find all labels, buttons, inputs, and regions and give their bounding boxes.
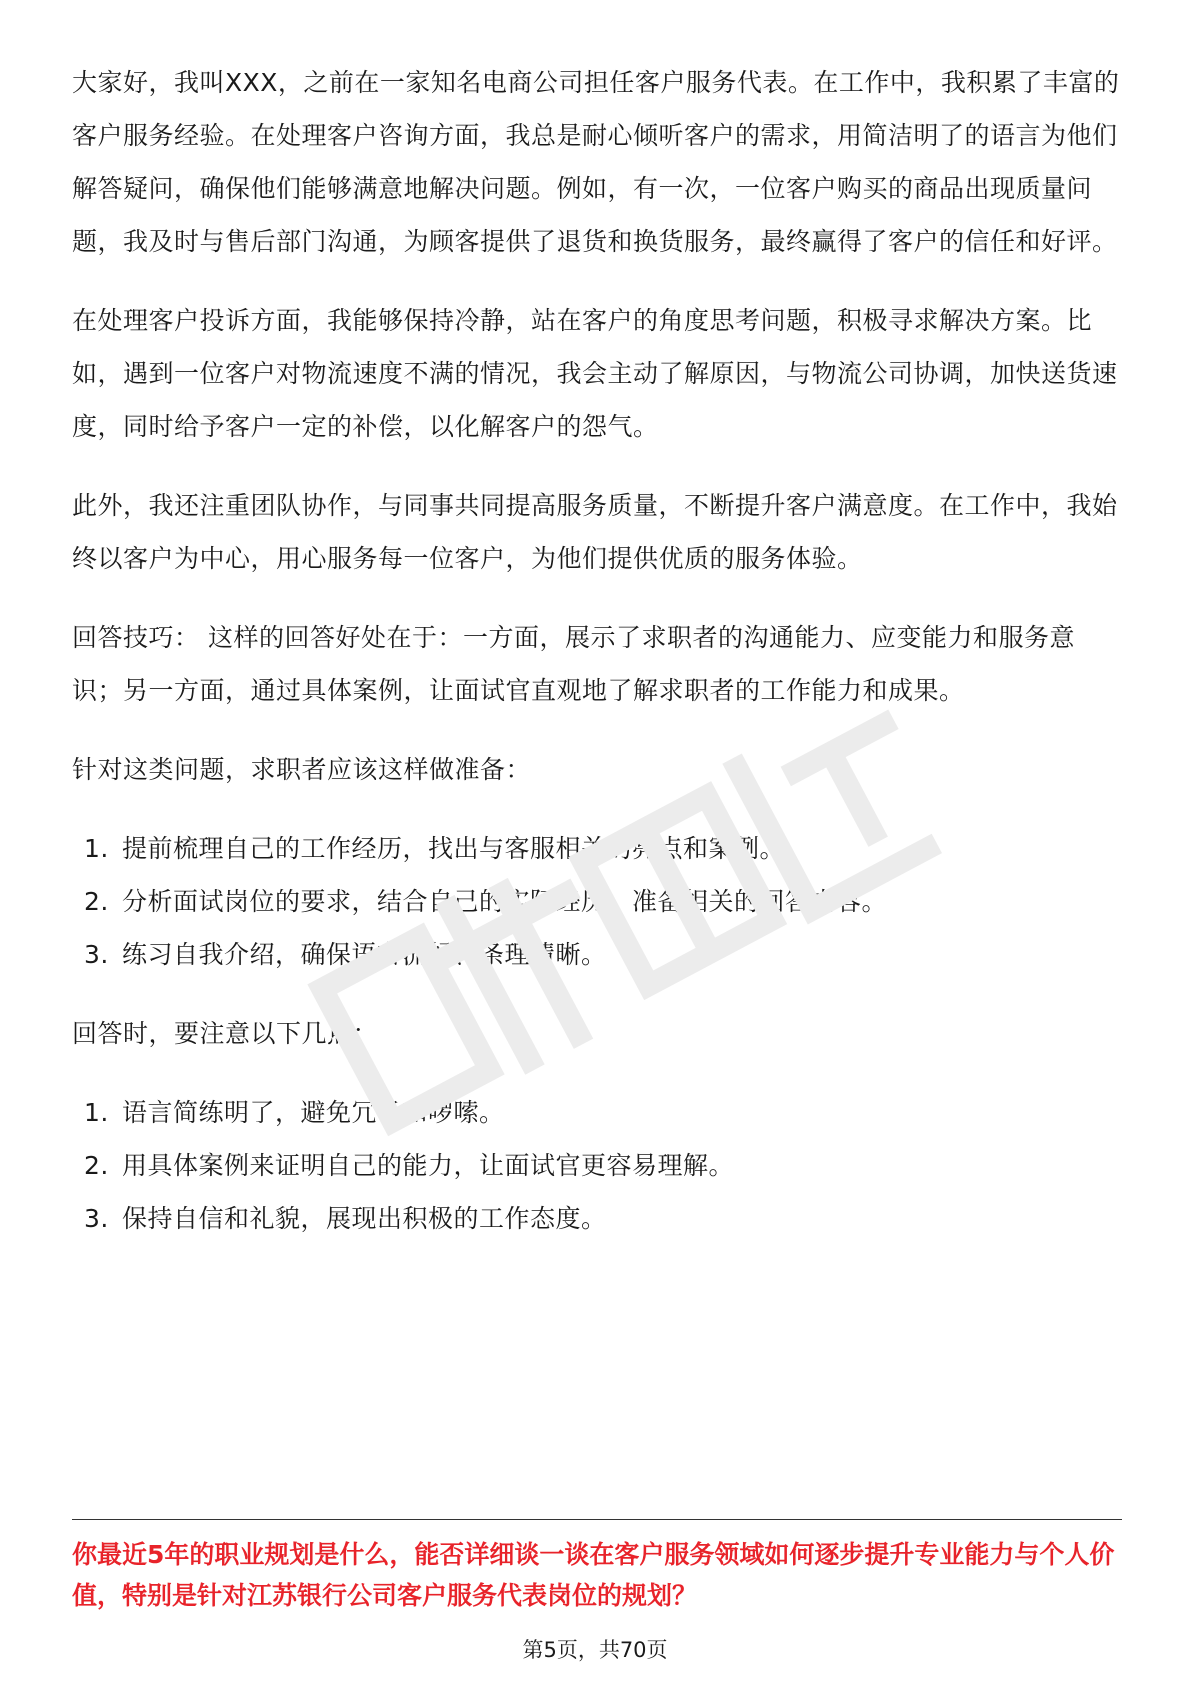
list-item: 3. 练习自我介绍，确保语言流畅、条理清晰。 <box>84 940 607 969</box>
paragraph-tips: 回答技巧： 这样的回答好处在于：一方面，展示了求职者的沟通能力、应变能力和服务意识；另一方面，通过具体案例，让面试官直观地了解求职者的工作能力和成果。 <box>72 623 1075 705</box>
prep-list <box>72 822 1122 981</box>
list-item: 2. 分析面试岗位的要求，结合自己的实际经历，准备相关的回答内容。 <box>84 887 888 916</box>
document-body <box>72 56 1122 1245</box>
list-item: 3. 保持自信和礼貌，展现出积极的工作态度。 <box>84 1204 607 1233</box>
paragraph-prep-intro: 针对这类问题，求职者应该这样做准备： <box>72 755 532 784</box>
section-divider <box>72 1519 1122 1520</box>
next-question-heading: 你最近5年的职业规划是什么，能否详细谈一谈在客户服务领域如何逐步提升专业能力与个人价值，特别是针对江苏银行公司客户服务代表岗位的规划？ <box>72 1540 1115 1610</box>
paragraph-teamwork: 此外，我还注重团队协作，与同事共同提高服务质量，不断提升客户满意度。在工作中，我始终以客户为中心，用心服务每一位客户，为他们提供优质的服务体验。 <box>72 491 1118 573</box>
list-item: 1. 提前梳理自己的工作经历，找出与客服相关的亮点和案例。 <box>84 834 786 863</box>
list-item: 2. 用具体案例来证明自己的能力，让面试官更容易理解。 <box>84 1151 735 1180</box>
paragraph-attention-intro: 回答时，要注意以下几点： <box>72 1019 379 1048</box>
page-number: 第5页，共70页 <box>522 1638 668 1662</box>
paragraph-complaints: 在处理客户投诉方面，我能够保持冷静，站在客户的角度思考问题，积极寻求解决方案。比如，遇到一位客户对物流速度不满的情况，我会主动了解原因，与物流公司协调，加快送货速度，同时给予客户一定的补偿，以化解客户的怨气。 <box>72 306 1118 441</box>
paragraph-intro: 大家好，我叫XXX，之前在一家知名电商公司担任客户服务代表。在工作中，我积累了丰富的客户服务经验。在处理客户咨询方面，我总是耐心倾听客户的需求，用简洁明了的语言为他们解答疑问，确保他们能够满意地解决问题。例如，有一次，一位客户购买的商品出现质量问题，我及时与售后部门沟通，为顾客提供了退货和换货服务，最终赢得了客户的信任和好评。 <box>72 68 1120 256</box>
list-item: 1. 语言简练明了，避免冗长和啰嗦。 <box>84 1098 505 1127</box>
attention-list <box>72 1086 1122 1245</box>
